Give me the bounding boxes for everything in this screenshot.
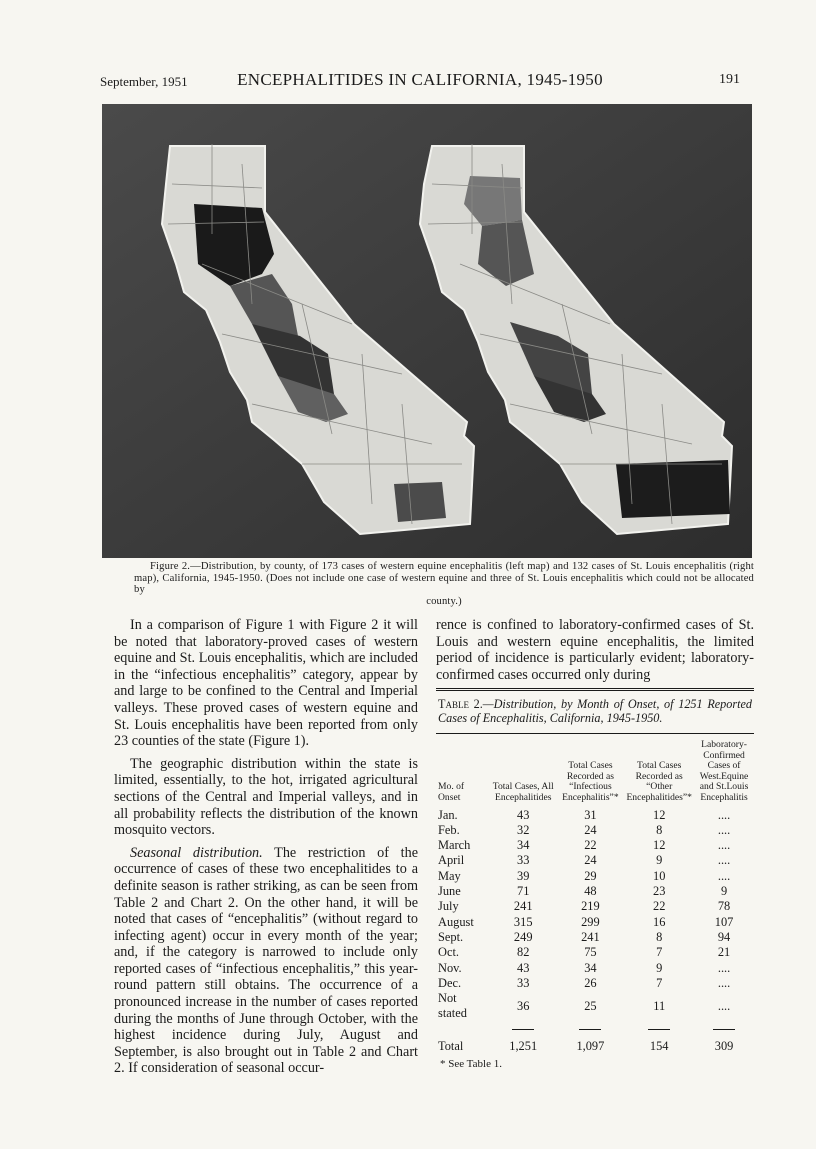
- cell-other: 8: [656, 929, 663, 944]
- col-header-other: Total Cases Recorded as “Other Encephalitides”*: [626, 760, 692, 803]
- cell-all: 241: [513, 899, 533, 914]
- col-header-month: Mo. of Onset: [438, 781, 465, 803]
- table-row: [436, 884, 754, 899]
- cell-all: 249: [513, 929, 533, 944]
- cell-other: 11: [653, 998, 666, 1013]
- cell-infectious: 25: [584, 998, 597, 1013]
- total-label: Total: [438, 1039, 464, 1054]
- sum-rule: [713, 1029, 735, 1030]
- cell-infectious: 24: [584, 853, 597, 868]
- cell-all: 39: [517, 868, 530, 883]
- page-number: 191: [719, 72, 740, 87]
- cell-lab: 9: [720, 884, 728, 899]
- table-row: [436, 915, 754, 930]
- table-row: [436, 869, 754, 884]
- table-title-text: —Distribution, by Month of Onset, of 1251 Reported Cases of Encephalitis, California, 1945-1950.: [438, 697, 752, 725]
- running-title: ENCEPHALITIDES IN CALIFORNIA, 1945-1950: [237, 70, 603, 89]
- sum-rule: [579, 1029, 601, 1030]
- running-header: [100, 70, 740, 90]
- table-row: [436, 823, 754, 838]
- cell-month: Feb.: [438, 822, 460, 837]
- cell-other: 9: [656, 960, 663, 975]
- cell-lab: ....: [717, 807, 731, 822]
- cell-all: 71: [517, 884, 530, 899]
- cell-month: April: [438, 853, 465, 868]
- right-column-text: [436, 617, 754, 683]
- cell-lab: ....: [717, 822, 731, 837]
- total-all: 1,251: [509, 1039, 538, 1054]
- caption-tail: county.): [426, 595, 462, 607]
- cell-infectious: 34: [584, 960, 597, 975]
- table-row: [436, 945, 754, 960]
- cell-month: August: [438, 914, 474, 929]
- col-header-all: Total Cases, All Encephalitides: [492, 781, 554, 803]
- cell-other: 23: [653, 884, 666, 899]
- cell-other: 8: [656, 822, 663, 837]
- cell-month: May: [438, 868, 461, 883]
- paragraph: The geographic distribution within the state is limited, essentially, to the hot, irrigated agricultural sections of the Central and Imperial valleys, and in all probability reflects the distribution of the known mosquito vectors.: [114, 755, 418, 839]
- table-row: [436, 976, 754, 991]
- table-label: Table 2.: [438, 697, 483, 711]
- cell-lab: ....: [717, 960, 731, 975]
- cell-all: 33: [517, 853, 530, 868]
- cell-other: 12: [653, 807, 666, 822]
- cell-infectious: 75: [584, 945, 597, 960]
- cell-lab: 78: [717, 899, 731, 914]
- cell-month: Jan.: [438, 807, 458, 822]
- cell-month: Sept.: [438, 929, 464, 944]
- paragraph-seasonal: [114, 845, 418, 1077]
- cell-all: 32: [517, 822, 530, 837]
- cell-lab: ....: [717, 838, 731, 853]
- cell-other: 7: [656, 945, 663, 960]
- table-row: [436, 899, 754, 914]
- figure-2-maps: [102, 104, 752, 558]
- cell-infectious: 26: [584, 975, 597, 990]
- cell-infectious: 219: [581, 899, 600, 914]
- cell-all: 34: [517, 838, 530, 853]
- cell-infectious: 31: [584, 807, 597, 822]
- cell-lab: ....: [717, 868, 731, 883]
- table-row: [436, 838, 754, 853]
- wee-cluster-imperial: [394, 482, 446, 522]
- cell-lab: 21: [717, 945, 731, 960]
- table-title: [436, 697, 754, 725]
- table-row: [436, 930, 754, 945]
- section-run-in-heading: Seasonal distribution.: [130, 844, 263, 861]
- cell-infectious: 24: [584, 822, 597, 837]
- cell-infectious: 22: [584, 838, 597, 853]
- cell-lab: 94: [717, 929, 731, 944]
- cell-month: Dec.: [438, 975, 462, 990]
- left-column: [114, 617, 418, 1077]
- seasonal-text: The restriction of the occurrence of cases of these two encephalitides to a definite season is rather striking, as can be seen from Table 2 and Chart 2. On the other hand, it will be noted that cases of “encephalitis” (without regard to infecting agent) occur in every month of the year; and, if the category is narrowed to include only reported cases of “infectious encephalitis,” this year-round pattern still obtains. The occurrence of a pronounced increase in the number of cases reported during the months of June through October, with the highest incidence during July, August and September, is also brought out in Table 2 and Chart 2. If consideration of seasonal occur-: [114, 844, 418, 1077]
- cell-other: 12: [653, 838, 666, 853]
- cell-month: June: [438, 884, 461, 899]
- california-county-maps: [102, 104, 752, 558]
- sle-cluster-imperial-riverside: [616, 460, 730, 518]
- table-body: [436, 808, 754, 1022]
- cell-lab: ....: [717, 853, 731, 868]
- cell-all: 82: [517, 945, 530, 960]
- cell-lab: 107: [714, 914, 734, 929]
- paragraph: In a comparison of Figure 1 with Figure 2 it will be noted that laboratory-proved cases of western equine and St. Louis encephalitis, which are included in the “infectious encephalitis” category, appear by and large to be confined to the Central and Imperial valleys. These proved cases of western equine and St. Louis encephalitis have been reported from only 23 counties of the state (Figure 1).: [114, 617, 418, 750]
- cell-month: March: [438, 838, 471, 853]
- cell-all: 315: [513, 914, 533, 929]
- issue-date: September, 1951: [100, 74, 188, 89]
- table-top-rule: [436, 688, 754, 691]
- cell-month: Oct.: [438, 945, 459, 960]
- table-total-rules: [436, 1022, 754, 1037]
- table-title-rule: [436, 733, 754, 734]
- total-lab: 309: [714, 1039, 734, 1054]
- encephalitis-month-table: [436, 740, 754, 1054]
- cell-all: 43: [517, 807, 530, 822]
- cell-month: Nov.: [438, 960, 462, 975]
- table-2: [436, 688, 754, 1070]
- col-header-infectious: Total Cases Recorded as “Infectious Encephalitis”*: [562, 760, 619, 803]
- cell-lab: ....: [717, 975, 731, 990]
- table-row: [436, 991, 754, 1022]
- table-row: [436, 853, 754, 868]
- sum-rule: [512, 1029, 534, 1030]
- table-row: [436, 808, 754, 823]
- table-total-row: [436, 1037, 754, 1054]
- table-footnote: * See Table 1.: [440, 1058, 502, 1071]
- cell-all: 36: [517, 998, 530, 1013]
- total-other: 154: [649, 1039, 669, 1054]
- table-row: [436, 961, 754, 976]
- cell-month: July: [438, 899, 459, 914]
- total-infectious: 1,097: [576, 1039, 605, 1054]
- cell-other: 16: [653, 914, 666, 929]
- paragraph-continued: rence is confined to laboratory-confirmed cases of St. Louis and western equine encephalitis, the limited period of incidence is particularly evident; laboratory-confirmed cases occurred only during: [436, 617, 754, 683]
- cell-infectious: 241: [581, 929, 600, 944]
- cell-other: 9: [656, 853, 663, 868]
- cell-month: Not stated: [438, 991, 467, 1021]
- cell-other: 7: [656, 975, 663, 990]
- col-header-lab: Laboratory-Confirmed Cases of West.Equine and St.Louis Encephalitis: [699, 739, 749, 803]
- figure-caption: [134, 561, 754, 607]
- cell-other: 22: [653, 899, 666, 914]
- cell-infectious: 48: [584, 884, 597, 899]
- cell-all: 33: [517, 975, 530, 990]
- cell-all: 43: [517, 960, 530, 975]
- cell-infectious: 299: [581, 914, 600, 929]
- cell-lab: ....: [717, 998, 731, 1013]
- caption-text: Figure 2.—Distribution, by county, of 173 cases of western equine encephalitis (left map) and 132 cases of St. Louis encephalitis (right map), California, 1945-1950. (Does not include one case of western equine and three of St. Louis encephalitis which could not be allocated by: [134, 561, 754, 596]
- cell-other: 10: [653, 868, 666, 883]
- cell-infectious: 29: [584, 868, 597, 883]
- table-header-row: [436, 740, 754, 808]
- sum-rule: [648, 1029, 670, 1030]
